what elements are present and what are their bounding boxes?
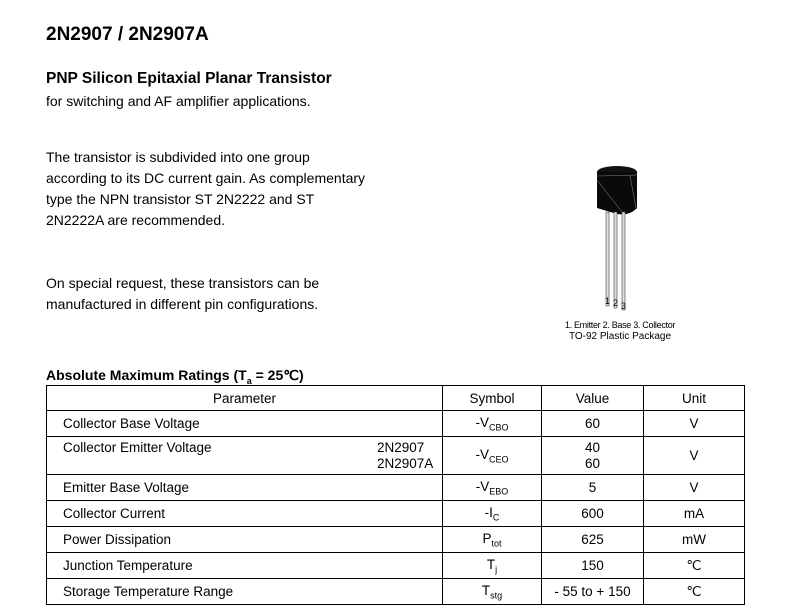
variant-list [377, 440, 433, 472]
parameter: Collector Emitter Voltage [63, 440, 212, 455]
table-row [47, 501, 745, 527]
variant: 2N2907A [377, 456, 434, 471]
package-caption: TO-92 Plastic Package [568, 331, 672, 342]
pin-caption: 1. Emitter 2. Base 3. Collector [564, 320, 676, 330]
unit: mW [644, 527, 745, 553]
parameter: Collector Current [63, 506, 166, 521]
symbol: $-I_C$ [443, 501, 542, 527]
table-title-text: = 25℃) [251, 367, 304, 383]
table-title [46, 367, 304, 386]
subtitle: PNP Silicon Epitaxial Planar Transistor [46, 70, 332, 87]
table-row [47, 527, 745, 553]
table-row [47, 553, 745, 579]
to92-package-image [560, 150, 680, 320]
parameter: Power Dissipation [63, 532, 172, 547]
pin-label: 1 [605, 296, 611, 306]
description-paragraph: The transistor is subdivided into one group according to its DC current gain. As complementary type the NPN transistor ST 2N2222 and ST 2N2222A are recommended. [46, 149, 366, 228]
unit: V [644, 437, 745, 475]
value [542, 437, 644, 475]
parameter: Collector Base Voltage [63, 416, 200, 431]
table-header [47, 386, 745, 411]
ratings-table [46, 385, 745, 605]
unit: V [644, 475, 745, 501]
header-value: Value [542, 386, 644, 411]
value: 5 [542, 475, 644, 501]
unit: mA [644, 501, 745, 527]
table-title-text: Absolute Maximum Ratings (T [46, 367, 247, 383]
table-row [47, 475, 745, 501]
value-2n2907: 40 [584, 439, 601, 455]
symbol: $-V_{CBO}$ [443, 411, 542, 437]
subtitle-description: for switching and AF amplifier applications. [46, 93, 311, 109]
header-parameter: Parameter [47, 386, 443, 411]
value: - 55 to + 150 [542, 579, 644, 605]
symbol: $T_j$ [443, 553, 542, 579]
symbol: $T_{stg}$ [443, 579, 542, 605]
pin-label: 3 [621, 301, 627, 311]
variant: 2N2907 [377, 440, 425, 455]
parameter: Storage Temperature Range [63, 584, 234, 599]
pin-label: 2 [613, 298, 619, 308]
unit: V [644, 411, 745, 437]
header-unit: Unit [644, 386, 745, 411]
table-row [47, 579, 745, 605]
table-title-sub: a [246, 375, 252, 386]
table-row [47, 411, 745, 437]
value-2n2907a: 60 [584, 455, 601, 471]
value: 150 [542, 553, 644, 579]
parameter: Emitter Base Voltage [63, 480, 190, 495]
header-symbol: Symbol [443, 386, 542, 411]
document-title: 2N2907 / 2N2907A [46, 24, 209, 45]
symbol: $P_{tot}$ [443, 527, 542, 553]
symbol: $-V_{EBO}$ [443, 475, 542, 501]
unit: ℃ [644, 553, 745, 579]
parameter: Junction Temperature [63, 558, 193, 573]
value: 60 [542, 411, 644, 437]
unit: ℃ [644, 579, 745, 605]
symbol: $-V_{CEO}$ [443, 437, 542, 475]
description-paragraph: On special request, these transistors can be manufactured in different pin configurations. [46, 275, 320, 312]
table-row [47, 437, 745, 475]
value: 600 [542, 501, 644, 527]
value: 625 [542, 527, 644, 553]
